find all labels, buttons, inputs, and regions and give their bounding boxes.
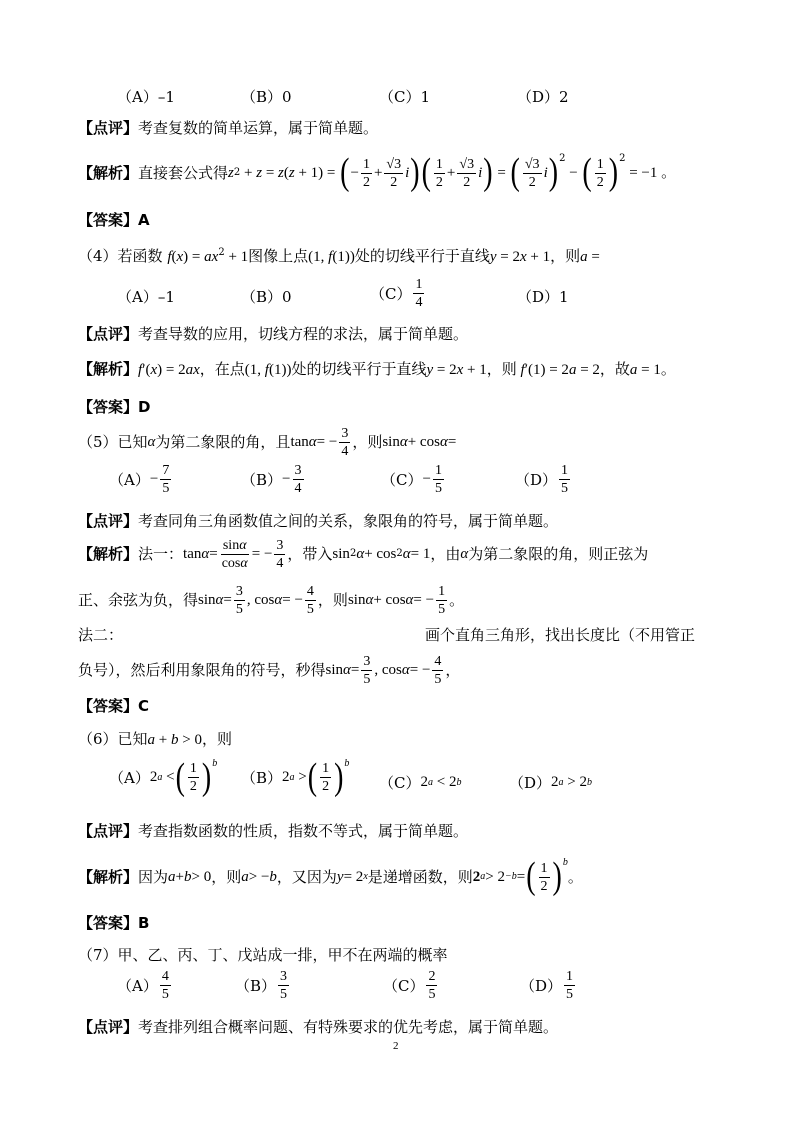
q6-comment: 【点评】考查指数函数的性质，指数不等式，属于简单题。	[78, 822, 469, 840]
q6-stem: （6）已知a + b > 0，则	[78, 730, 232, 748]
page-number: 2	[393, 1040, 399, 1052]
q7-option-b: （B） $\frac{3}{5}$	[235, 969, 288, 1002]
q3-option-c: （C）1	[379, 88, 431, 106]
q4-comment: 【点评】考查导数的应用，切线方程的求法，属于简单题。	[78, 325, 469, 343]
q3-option-a: （A）–1	[117, 88, 175, 106]
q5-option-a: （A） − $\frac{7}{5}$	[109, 463, 170, 496]
q6-analysis: 【解析】 因为 a + b > 0 ，则 a > − b ，又因为 y = 2 x 是递增函数，则 2 a > 2 −b = ( $\frac{1}{2}$ ) b 。	[78, 855, 583, 898]
q5-comment: 【点评】考查同角三角函数值之间的关系，象限角的符号，属于简单题。	[78, 512, 559, 530]
q4-option-c: （C） $\frac{1}{4}$	[370, 277, 423, 310]
q4-option-d: （D）1	[517, 288, 569, 306]
q5-option-d: （D） $\frac{1}{5}$	[515, 463, 569, 496]
q5-option-c: （C） − $\frac{1}{5}$	[381, 463, 442, 496]
q3-option-b: （B）0	[241, 88, 292, 106]
q4-option-a: （A）–1	[117, 288, 175, 306]
q4-option-b: （B）0	[241, 288, 292, 306]
q4-analysis: 【解析】f′(x) = 2ax，在点(1, f(1))处的切线平行于直线y = 2x + 1，则 f′(1) = 2a = 2，故a = 1。	[78, 360, 676, 378]
q5-answer: 【答案】C	[78, 697, 150, 715]
q3-answer: 【答案】A	[78, 211, 150, 229]
q5-analysis-line2: 正、余弦为负，得 sin α = $\frac{3}{5}$ , cos α = − $\frac{4}{5}$ ，则 sin α + cos α = − $\frac{1}{5}$ 。	[78, 583, 465, 617]
q5-option-b: （B） − $\frac{3}{4}$	[241, 463, 302, 496]
q7-option-d: （D） $\frac{1}{5}$	[520, 969, 574, 1002]
q7-option-c: （C） $\frac{2}{5}$	[383, 969, 436, 1002]
q5-analysis-line1: 【解析】 法一： tan α = $\frac{\sin\alpha}{\cos\alpha}$ = − $\frac{3}{4}$ ，带入 sin 2 α + cos 2 α = 1 ，由 α 为第二象限的角，则正弦为	[78, 537, 649, 571]
q3-option-d: （D）2	[517, 88, 569, 106]
q6-option-a: （A） 2 a < ( $\frac{1}{2}$ ) b	[109, 755, 218, 798]
q6-option-d: （D） 2 a > 2 b	[509, 774, 592, 792]
q6-option-c: （C） 2 a < 2 b	[379, 774, 462, 792]
q4-answer: 【答案】D	[78, 398, 151, 416]
q6-option-b: （B） 2 a > ( $\frac{1}{2}$ ) b	[241, 755, 350, 798]
q4-stem: （4）若函数 $f(x) = ax^2 + 1$图像上点(1, f(1))处的切线平行于直线y = 2x + 1，则a =	[78, 247, 600, 265]
q5-method2-line1: 法二：	[78, 626, 124, 644]
q5-method2-text: 画个直角三角形，找出长度比（不用管正	[425, 626, 696, 644]
q3-analysis: 【解析】 直接套公式得 z 2 + z = z ( z + 1) = ( − $\frac{1}{2}$ + $\frac{√3}{2}$ i ) ( $\frac{1}{2}$ + $\frac{√3}{2}$ i ) = ( $\frac{√3}{2}$ i ) 2 − ( $\frac{1}{2}$ ) 2 = −1 。	[78, 151, 677, 194]
q7-stem: （7）甲、乙、丙、丁、戊站成一排，甲不在两端的概率	[78, 946, 448, 964]
q6-answer: 【答案】B	[78, 914, 150, 932]
q5-method2-line2: 负号），然后利用象限角的符号，秒得 sin α = $\frac{3}{5}$ , cos α = − $\frac{4}{5}$ ，	[78, 653, 461, 687]
q7-comment: 【点评】考查排列组合概率问题、有特殊要求的优先考虑，属于简单题。	[78, 1018, 559, 1036]
q7-option-a: （A） $\frac{4}{5}$	[117, 969, 169, 1002]
q5-stem: （5）已知 α 为第二象限的角，且 tan α = − $\frac{3}{4}$ ，则 sin α + cos α =	[78, 425, 457, 459]
q3-comment: 【点评】考查复数的简单运算，属于简单题。	[78, 119, 379, 137]
